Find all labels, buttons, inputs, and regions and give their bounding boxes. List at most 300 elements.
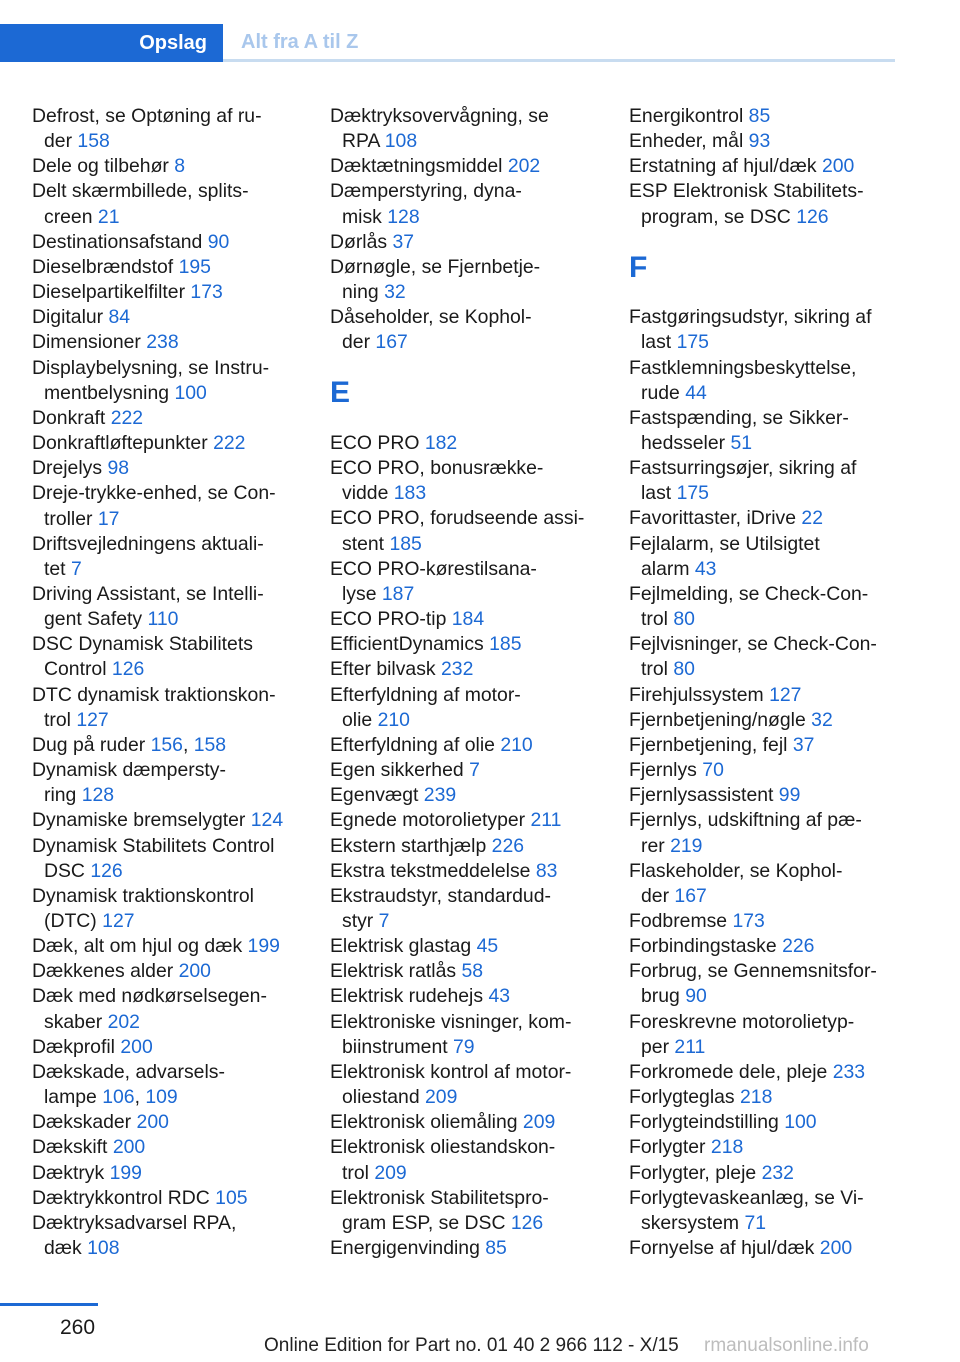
index-term: Dækskader — [32, 1111, 132, 1134]
page-reference-link[interactable]: 200 — [178, 960, 211, 983]
index-entry — [629, 305, 914, 355]
page-reference-link[interactable]: 83 — [535, 859, 558, 882]
page-reference-link[interactable]: 45 — [476, 935, 499, 958]
index-term: Displaybelysning, se Instru‐ — [32, 356, 270, 379]
index-entry — [330, 506, 615, 556]
tab-alt-fra-a-til-z[interactable]: Alt fra A til Z — [241, 30, 359, 53]
index-entry — [32, 255, 317, 280]
index-term: gent Safety — [44, 608, 143, 631]
index-entry — [629, 104, 914, 129]
page-reference-link[interactable]: 44 — [685, 381, 707, 404]
index-term: Digitalur — [32, 306, 104, 329]
index-term: Ekstra tekstmeddelelse — [330, 859, 531, 882]
index-term: ECO PRO, bonusrække‐ — [330, 457, 544, 480]
page-reference-link[interactable]: 232 — [441, 658, 474, 681]
index-entry — [32, 959, 317, 984]
page-reference-link[interactable]: 200 — [819, 1237, 853, 1259]
page-reference-link[interactable]: 17 — [97, 507, 120, 530]
index-term: Fastgøringsudstyr, sikring af — [629, 306, 872, 329]
index-entry — [32, 984, 317, 1034]
index-term: EfficientDynamics — [330, 633, 484, 656]
page-reference-link[interactable]: 51 — [730, 432, 753, 454]
index-term: Dåseholder, se Kophol‐ — [330, 306, 532, 329]
page-reference-link[interactable]: 85 — [748, 105, 771, 127]
index-column-3 — [629, 104, 914, 1261]
index-entry — [32, 481, 317, 531]
index-entry — [330, 431, 615, 456]
page-reference-link[interactable]: 158 — [193, 733, 227, 756]
page-reference-link[interactable]: 218 — [740, 1086, 773, 1109]
page-reference-link[interactable]: 108 — [384, 130, 418, 153]
index-term: Donkraft — [32, 406, 106, 429]
index-term: der — [641, 884, 670, 907]
index-term: Dreje-trykke-enhed, se Con‐ — [32, 482, 276, 505]
index-term: tet — [44, 557, 66, 580]
tab-opslag[interactable]: Opslag — [0, 24, 223, 62]
footer-rule — [0, 1303, 98, 1306]
index-entry — [32, 808, 317, 833]
index-entry — [330, 834, 615, 859]
page-reference-link[interactable]: 106 — [102, 1086, 135, 1109]
page-reference-link[interactable]: 70 — [702, 759, 724, 782]
page-reference-link[interactable]: 182 — [424, 432, 458, 454]
index-entry — [330, 1186, 615, 1236]
section-letter-heading: F — [629, 250, 648, 284]
index-entry — [330, 959, 615, 984]
index-term: Ekstraudstyr, standardud‐ — [330, 884, 551, 907]
page-reference-link[interactable]: 209 — [374, 1161, 407, 1184]
page-reference-link[interactable]: 218 — [710, 1136, 744, 1159]
index-term: Fjernlys, udskiftning af pæ‐ — [629, 809, 862, 832]
index-term: gram ESP, se DSC — [342, 1211, 506, 1234]
page-reference-link[interactable]: 202 — [107, 1010, 140, 1033]
page-reference-link[interactable]: 79 — [453, 1035, 475, 1058]
page-reference-link[interactable]: 183 — [393, 482, 427, 505]
index-entry — [629, 356, 914, 406]
page-reference-link[interactable]: 210 — [500, 733, 533, 756]
index-term: Dæktætningsmiddel — [330, 155, 503, 178]
index-entry — [32, 154, 317, 179]
index-entry: Dug på ruder 156, 158 — [32, 733, 227, 756]
page-reference-link[interactable]: 167 — [674, 884, 707, 907]
index-entry — [629, 1060, 914, 1085]
index-entry — [32, 179, 317, 229]
index-entry — [629, 532, 914, 582]
page-reference-link[interactable]: 200 — [821, 155, 855, 178]
page-reference-link[interactable]: 173 — [732, 909, 765, 932]
index-term: Dæk, alt om hjul og dæk — [32, 935, 243, 958]
index-term: Ekstern starthjælp — [330, 834, 487, 857]
page-reference-link[interactable]: 90 — [685, 985, 707, 1008]
page-reference-link[interactable]: 108 — [87, 1237, 120, 1260]
page-reference-link[interactable]: 219 — [670, 834, 703, 857]
index-entry — [32, 356, 317, 406]
index-term: Dynamisk dæmpersty‐ — [32, 759, 226, 782]
index-term: Dimensioner — [32, 331, 141, 354]
index-entry: Dækskade, advarsels‐ lampe 106, 109 — [32, 1060, 225, 1109]
index-entry — [32, 683, 317, 733]
index-term: Elektroniske visninger, kom‐ — [330, 1010, 572, 1033]
page-reference-link[interactable]: 200 — [136, 1111, 169, 1134]
index-term: Dæktryksadvarsel RPA, — [32, 1211, 237, 1234]
index-term: Flaskeholder, se Kophol‐ — [629, 859, 843, 882]
index-term: der — [44, 130, 73, 153]
index-entry — [32, 456, 317, 481]
index-entry — [629, 632, 914, 682]
index-entry — [629, 1010, 914, 1060]
index-term: ring — [44, 784, 77, 807]
index-term: Dynamiske bremselygter — [32, 809, 246, 832]
index-term: der — [342, 331, 371, 354]
page-reference-link[interactable]: 32 — [384, 281, 406, 304]
index-entry — [32, 834, 317, 884]
index-term: Dækskade, advarsels‐ — [32, 1060, 225, 1083]
page-reference-link[interactable]: 209 — [425, 1086, 458, 1109]
index-entry — [32, 632, 317, 682]
index-term: styr — [342, 909, 374, 932]
index-entry — [330, 230, 615, 255]
index-term: Efterfyldning af olie — [330, 733, 495, 756]
index-entry — [629, 708, 914, 733]
index-term: mentbelysning — [44, 381, 170, 404]
index-term: program, se DSC — [641, 205, 791, 228]
page-reference-link[interactable]: 85 — [485, 1237, 507, 1259]
index-term: misk — [342, 205, 382, 228]
page-reference-link[interactable]: 195 — [178, 255, 211, 278]
index-entry — [330, 557, 615, 607]
page-reference-link[interactable]: 110 — [147, 608, 179, 631]
page-reference-link[interactable]: 43 — [488, 985, 511, 1008]
index-term: last — [641, 331, 672, 354]
page-reference-link[interactable]: 211 — [674, 1035, 706, 1058]
index-entry — [32, 431, 317, 456]
page-reference-link[interactable]: 233 — [832, 1060, 866, 1083]
page-reference-link[interactable]: 99 — [778, 784, 801, 807]
page-reference-link[interactable]: 124 — [250, 809, 284, 832]
page-reference-link[interactable]: 232 — [761, 1161, 794, 1184]
index-entry — [330, 632, 615, 657]
index-entry — [32, 582, 317, 632]
index-term: ESP Elektronisk Stabilitets‐ — [629, 180, 864, 203]
index-entry — [330, 1110, 615, 1135]
index-entry — [330, 859, 615, 884]
index-entry — [32, 1161, 317, 1186]
index-term: DTC dynamisk traktionskon‐ — [32, 683, 276, 706]
index-entry — [330, 1010, 615, 1060]
page-reference-link[interactable]: 109 — [145, 1086, 178, 1109]
index-term: Forlygtevaskeanlæg, se Vi‐ — [629, 1186, 864, 1209]
index-entry — [330, 607, 615, 632]
index-entry — [629, 179, 914, 229]
index-term: alarm — [641, 557, 690, 580]
index-entry — [330, 1060, 615, 1110]
index-term: Control — [44, 658, 107, 681]
page-reference-link[interactable]: 210 — [377, 708, 410, 731]
index-term: trol — [342, 1161, 369, 1184]
index-term: skersystem — [641, 1211, 740, 1234]
section-letter-heading: E — [330, 376, 351, 410]
index-term: Dækskift — [32, 1136, 108, 1159]
page-reference-link[interactable]: 126 — [796, 205, 829, 228]
index-term: Forbrug, se Gennemsnitsfor‐ — [629, 960, 877, 983]
index-term: Favorittaster, iDrive — [629, 507, 797, 530]
page-reference-link[interactable]: 128 — [387, 205, 420, 228]
index-term: Fodbremse — [629, 909, 728, 932]
index-term: Driftsvejledningens aktuali‐ — [32, 532, 264, 555]
index-term: Elektronisk oliemåling — [330, 1111, 518, 1134]
index-term: rer — [641, 834, 665, 857]
page-reference-link[interactable]: 93 — [748, 130, 771, 153]
index-term: Dele og tilbehør — [32, 155, 169, 178]
index-entry — [629, 1135, 914, 1160]
page-reference-link[interactable]: 127 — [102, 910, 135, 932]
index-entry — [32, 305, 317, 330]
index-entry — [330, 733, 615, 758]
index-term: lampe — [44, 1086, 97, 1109]
index-term: Dørnøgle, se Fjernbetje‐ — [330, 255, 541, 278]
index-term: stent — [342, 532, 385, 555]
index-term: Elektrisk glastag — [330, 935, 472, 958]
index-term: Energikontrol — [629, 105, 744, 127]
index-entry — [330, 255, 615, 305]
index-term: Fjernbetjening/nøgle — [629, 708, 806, 731]
page-reference-link[interactable]: 37 — [792, 733, 815, 756]
index-term: oliestand — [342, 1086, 420, 1109]
page-reference-link[interactable]: 8 — [174, 155, 186, 178]
index-entry — [32, 758, 317, 808]
page-reference-link[interactable]: 128 — [81, 784, 115, 807]
index-term: Forlygter, pleje — [629, 1161, 757, 1184]
index-term: Fornyelse af hjul/dæk — [629, 1237, 815, 1259]
index-term: per — [641, 1035, 670, 1058]
page-reference-link[interactable]: 202 — [507, 155, 541, 178]
index-entry — [330, 884, 615, 934]
page-reference-link[interactable]: 32 — [811, 708, 833, 731]
page-reference-link[interactable]: 173 — [190, 281, 223, 304]
index-entry — [32, 230, 317, 255]
index-term: Forlygter — [629, 1136, 706, 1159]
index-entry — [629, 406, 914, 456]
page-reference-link[interactable]: 58 — [461, 960, 484, 983]
index-term: ECO PRO, forudseende assi‐ — [330, 507, 585, 530]
index-term: hedsseler — [641, 432, 726, 454]
page-reference-link[interactable]: 90 — [207, 230, 230, 253]
index-term: DSC Dynamisk Stabilitets — [32, 633, 253, 656]
page-reference-link[interactable]: 199 — [247, 935, 280, 958]
index-term: trol — [44, 708, 71, 731]
index-term: ECO PRO — [330, 432, 420, 454]
page-reference-link[interactable]: 200 — [112, 1136, 146, 1159]
index-entry — [32, 1135, 317, 1160]
index-term: Dynamisk traktionskontrol — [32, 884, 254, 907]
index-entry — [629, 1236, 914, 1261]
index-entry — [330, 683, 615, 733]
index-term: Dækprofil — [32, 1035, 115, 1058]
page-reference-link[interactable]: 126 — [510, 1211, 544, 1234]
index-term: Elektrisk rudehejs — [330, 985, 484, 1008]
index-entry — [629, 733, 914, 758]
page-reference-link[interactable]: 187 — [381, 582, 415, 605]
index-term: Enheder, mål — [629, 130, 744, 153]
page-reference-link[interactable]: 127 — [769, 683, 802, 706]
index-entry — [629, 1110, 914, 1135]
page-reference-link[interactable]: 211 — [530, 809, 562, 832]
page-reference-link[interactable]: 200 — [120, 1035, 153, 1058]
index-term: ning — [342, 281, 379, 304]
page-reference-link[interactable]: 43 — [694, 557, 717, 580]
page-reference-link[interactable]: 84 — [108, 306, 131, 329]
page-reference-link[interactable]: 7 — [378, 909, 390, 932]
watermark-text: rmanualsonline.info — [704, 1335, 869, 1356]
index-term: Drejelys — [32, 457, 103, 480]
index-term: lyse — [342, 582, 377, 605]
index-entry — [629, 129, 914, 154]
page-reference-link[interactable]: 222 — [110, 406, 144, 429]
index-term: Firehjulssystem — [629, 683, 764, 706]
index-entry — [330, 104, 615, 154]
page-reference-link[interactable]: 199 — [109, 1161, 142, 1184]
index-term: Fjernbetjening, fejl — [629, 733, 788, 756]
index-term: troller — [44, 507, 93, 530]
index-term: Egenvægt — [330, 784, 419, 807]
index-term: RPA — [342, 130, 380, 153]
page-reference-link[interactable]: 80 — [673, 658, 695, 681]
index-entry — [629, 859, 914, 909]
index-entry — [330, 456, 615, 506]
index-term: Energigenvinding — [330, 1237, 480, 1259]
index-term: Efterfyldning af motor‐ — [330, 683, 521, 706]
index-term: ECO PRO-kørestilsana‐ — [330, 557, 537, 580]
index-entry — [330, 179, 615, 229]
index-entry — [32, 1186, 317, 1211]
page-reference-link[interactable]: 127 — [76, 708, 109, 731]
index-term: Delt skærmbillede, splits‐ — [32, 180, 249, 203]
index-entry — [32, 104, 317, 154]
page-reference-link[interactable]: 175 — [676, 331, 709, 354]
index-entry — [32, 330, 317, 355]
index-entry — [32, 280, 317, 305]
page-reference-link[interactable]: 209 — [522, 1111, 556, 1134]
page-reference-link[interactable]: 22 — [801, 507, 823, 530]
index-term: olie — [342, 708, 373, 731]
index-entry — [629, 506, 914, 531]
index-entry — [330, 154, 615, 179]
index-entry — [330, 657, 615, 682]
index-term: vidde — [342, 482, 389, 505]
index-term: Donkraftløftepunkter — [32, 432, 208, 455]
index-entry — [330, 758, 615, 783]
index-term: Driving Assistant, se Intelli‐ — [32, 582, 264, 605]
index-entry — [330, 984, 615, 1009]
index-term: Fastsurringsøjer, sikring af — [629, 457, 857, 480]
index-term: Elektronisk oliestandskon‐ — [330, 1136, 556, 1159]
index-term: Fejlvisninger, se Check-Con‐ — [629, 633, 877, 656]
page-reference-link[interactable]: 21 — [97, 205, 120, 228]
index-term: Dieselpartikelfilter — [32, 281, 186, 304]
page-reference-link[interactable]: 71 — [744, 1211, 767, 1234]
page-reference-link[interactable]: 226 — [782, 935, 815, 958]
page-reference-link[interactable]: 105 — [215, 1186, 248, 1209]
page-reference-link[interactable]: 156 — [150, 733, 183, 756]
index-term: Forbindingstaske — [629, 935, 777, 958]
index-term: trol — [641, 658, 668, 681]
index-term: Forlygteglas — [629, 1086, 735, 1109]
index-entry — [629, 758, 914, 783]
index-entry — [629, 1085, 914, 1110]
page-number: 260 — [60, 1316, 96, 1339]
edition-text: Online Edition for Part no. 01 40 2 966 112 - X/15 — [264, 1335, 679, 1356]
page-reference-link[interactable]: 98 — [107, 457, 130, 480]
index-entry — [32, 532, 317, 582]
index-term: skaber — [44, 1010, 103, 1033]
index-entry — [629, 582, 914, 632]
index-term: Foreskrevne motorolietyp‐ — [629, 1010, 855, 1033]
page-reference-link[interactable]: 226 — [491, 834, 525, 857]
index-entry — [32, 1211, 317, 1261]
page-reference-link[interactable]: 222 — [213, 432, 246, 455]
index-term: Dækkenes alder — [32, 960, 174, 983]
index-term: Dynamisk Stabilitets Control — [32, 834, 275, 857]
page-reference-link[interactable]: 126 — [90, 859, 123, 882]
index-entry — [629, 808, 914, 858]
page-reference-link[interactable]: 184 — [451, 608, 485, 631]
index-term: Dæktryksovervågning, se — [330, 105, 549, 127]
index-term: Dieselbrændstof — [32, 255, 174, 278]
index-entry — [629, 1161, 914, 1186]
index-term: (DTC) — [44, 910, 97, 932]
index-entry — [629, 934, 914, 959]
index-term: Dæktrykkontrol RDC — [32, 1186, 210, 1209]
page-reference-link[interactable]: 7 — [469, 759, 480, 782]
index-term: ECO PRO-tip — [330, 608, 447, 631]
index-entry — [330, 1135, 615, 1185]
index-term: brug — [641, 985, 680, 1008]
index-term: Fejlmelding, se Check-Con‐ — [629, 582, 869, 605]
page-reference-link[interactable]: 175 — [676, 482, 709, 505]
page-reference-link[interactable]: 100 — [784, 1111, 817, 1134]
page-reference-link[interactable]: 158 — [77, 130, 110, 153]
index-term: Defrost, se Optøning af ru‐ — [32, 105, 262, 127]
index-term: Dæk med nødkørselsegen‐ — [32, 985, 267, 1008]
index-term: Fastspænding, se Sikker‐ — [629, 406, 849, 429]
page-reference-link[interactable]: 7 — [70, 557, 82, 580]
page-reference-link[interactable]: 238 — [146, 331, 179, 354]
index-entry — [32, 406, 317, 431]
index-term: Efter bilvask — [330, 658, 436, 681]
page-reference-link[interactable]: 37 — [392, 230, 415, 253]
index-column-1 — [32, 104, 317, 1261]
page-reference-link[interactable]: 100 — [174, 381, 207, 404]
index-term: creen — [44, 205, 93, 228]
page-reference-link[interactable]: 80 — [673, 608, 695, 631]
index-entry — [32, 884, 317, 934]
index-term: Dæktryk — [32, 1161, 105, 1184]
index-entry — [629, 909, 914, 934]
page-reference-link[interactable]: 185 — [489, 633, 522, 656]
page-reference-link[interactable]: 185 — [389, 532, 422, 555]
index-term: Fjernlysassistent — [629, 784, 774, 807]
page-reference-link[interactable]: 126 — [111, 658, 145, 681]
index-entry — [330, 783, 615, 808]
index-entry — [32, 1110, 317, 1135]
page-reference-link[interactable]: 167 — [375, 331, 408, 354]
index-entry — [629, 783, 914, 808]
index-term: DSC — [44, 859, 85, 882]
index-term: Dug på ruder — [32, 733, 146, 756]
index-column-2 — [330, 104, 615, 1261]
page-reference-link[interactable]: 239 — [423, 784, 457, 807]
index-term: Elektrisk ratlås — [330, 960, 457, 983]
